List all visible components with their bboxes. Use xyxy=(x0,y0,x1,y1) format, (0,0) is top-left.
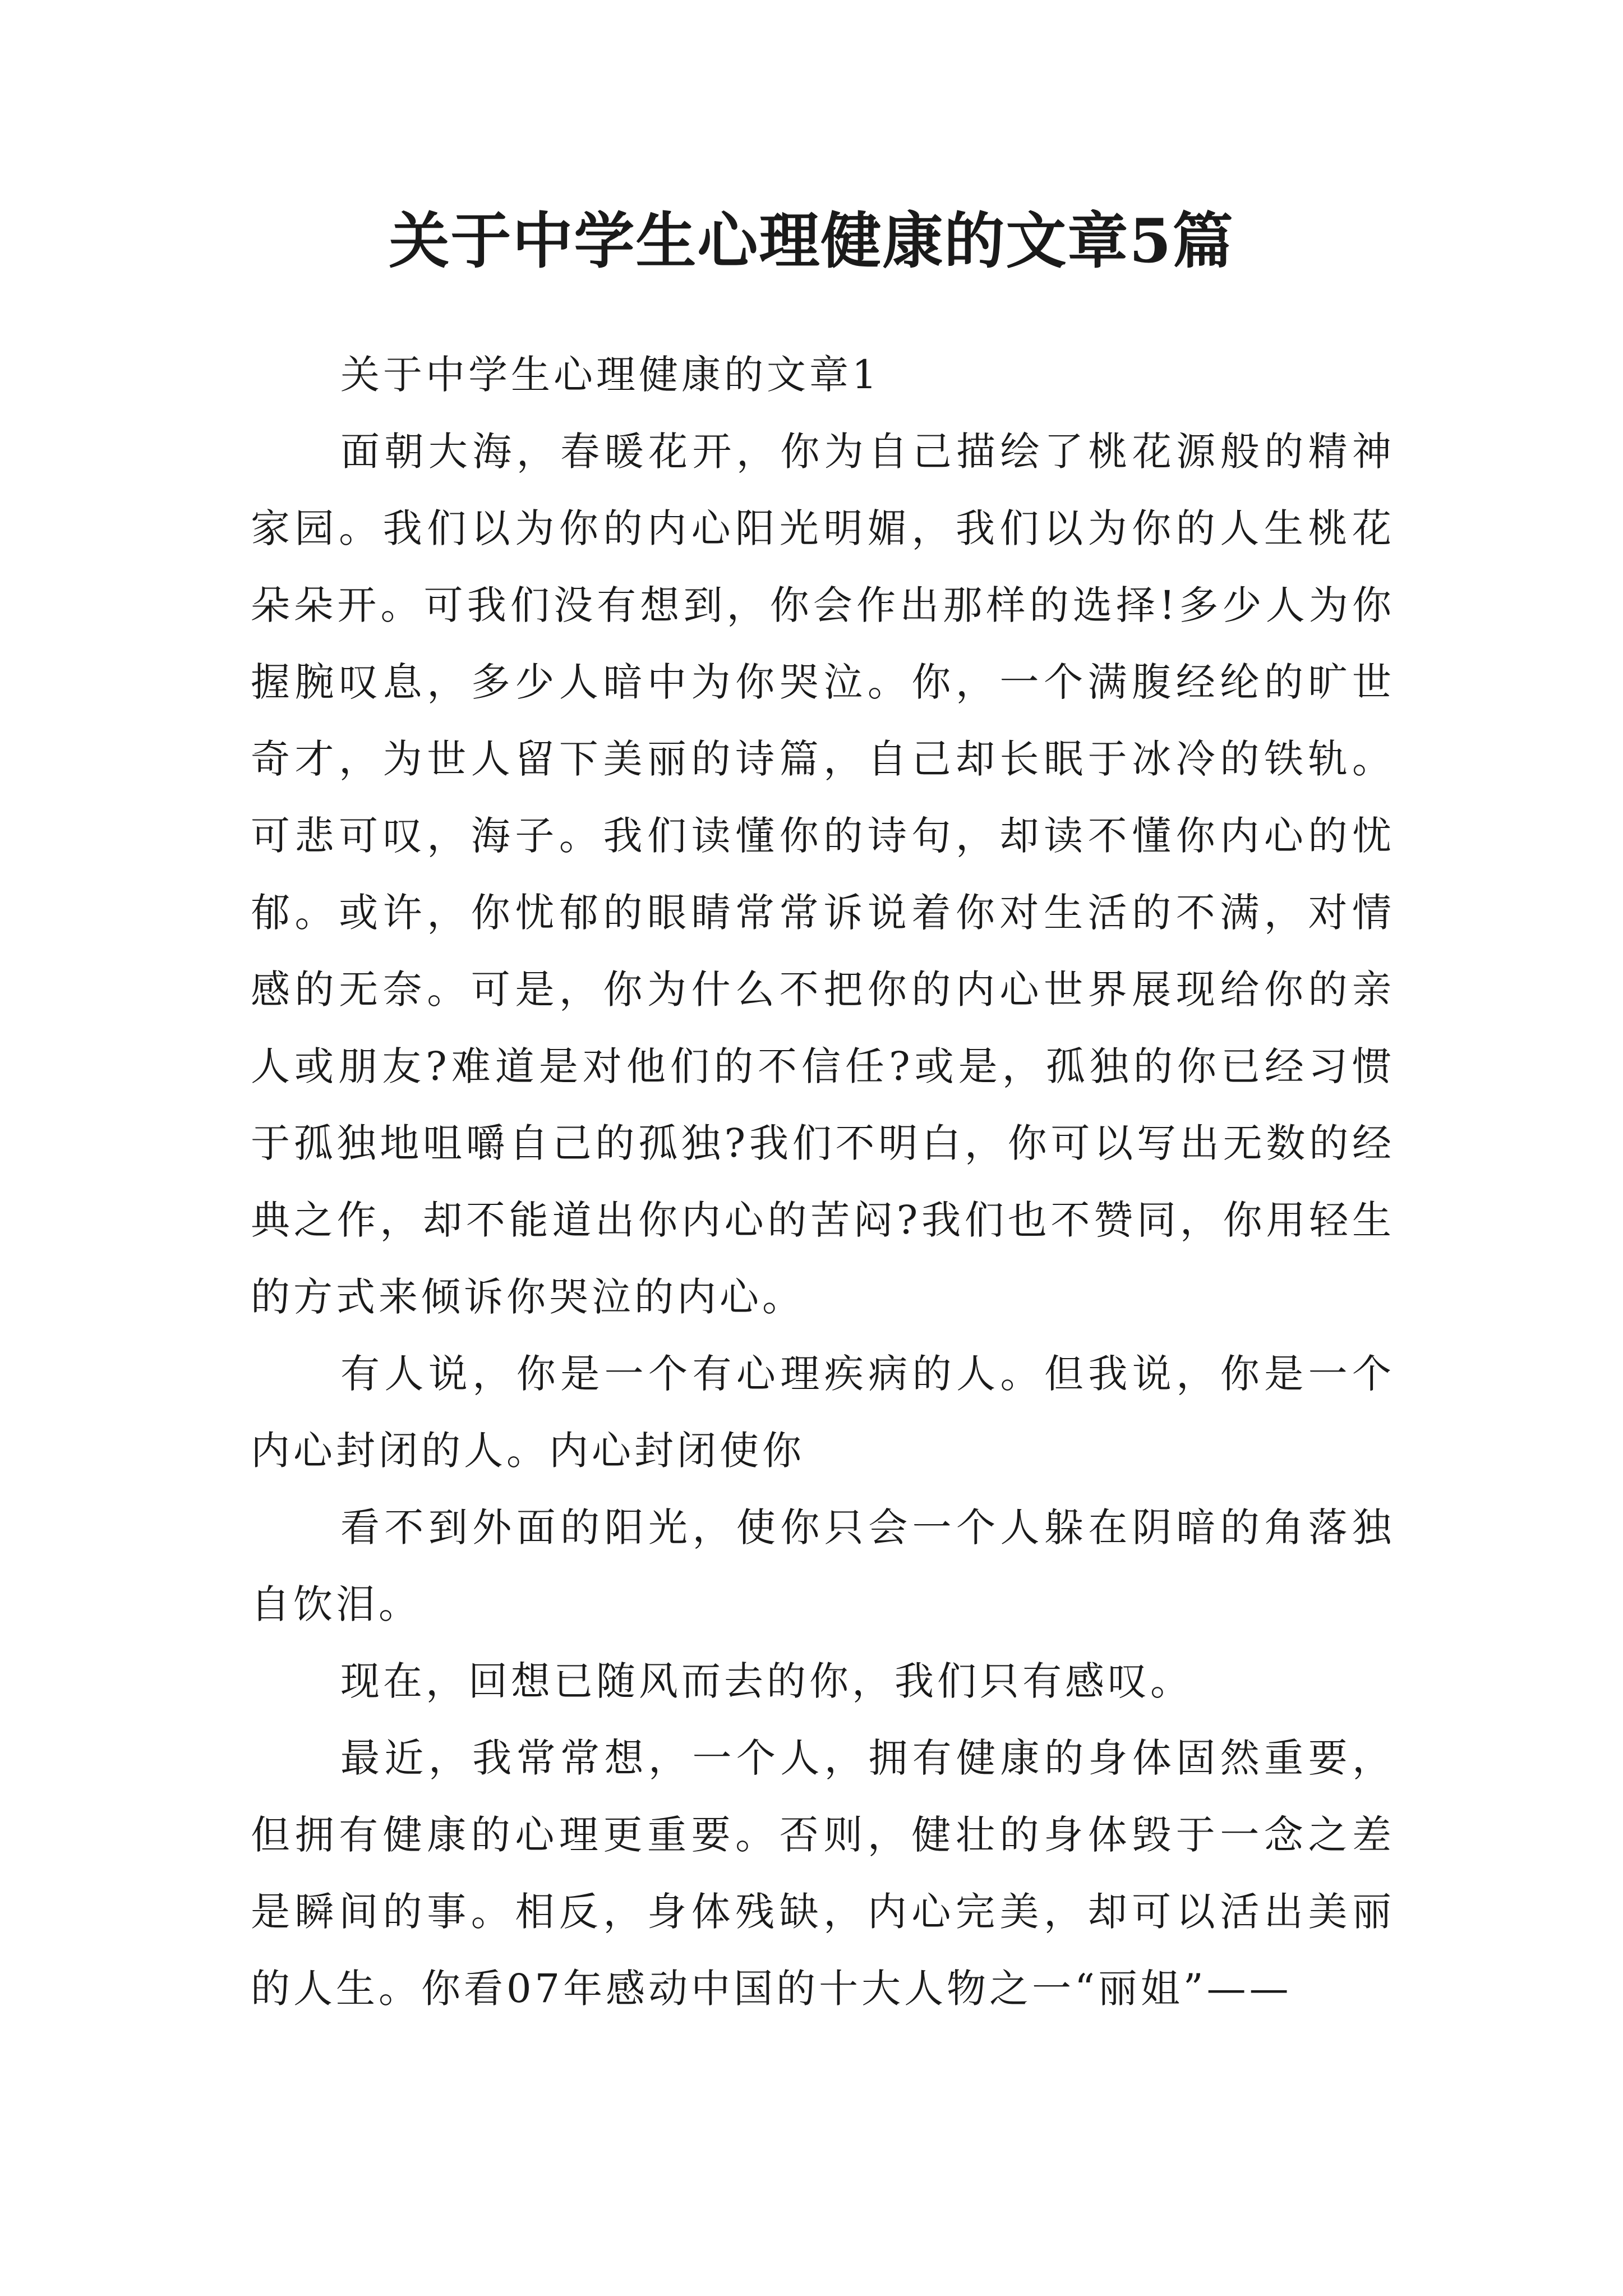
paragraph-3: 看不到外面的阳光，使你只会一个人躲在阴暗的角落独自饮泪。 xyxy=(251,1504,1395,1627)
section-heading: 关于中学生心理健康的文章1 xyxy=(340,352,880,398)
paragraph-4: 现在，回想已随风而去的你，我们只有感叹。 xyxy=(340,1658,1193,1704)
document-title: 关于中学生心理健康的文章5篇 xyxy=(389,206,1234,277)
paragraph-5: 最近，我常常想，一个人，拥有健康的身体固然重要，但拥有健康的心理更重要。否则，健壮的身体毁于一念之差是瞬间的事。相反，身体残缺，内心完美，却可以活出美丽的人生。你看07年感动中国的十大人物之一“丽姐”—— xyxy=(251,1735,1395,2012)
document-body xyxy=(251,337,1395,2027)
paragraph-2: 有人说，你是一个有心理疾病的人。但我说，你是一个内心封闭的人。内心封闭使你 xyxy=(251,1351,1395,1474)
paragraph-1: 面朝大海，春暖花开，你为自己描绘了桃花源般的精神家园。我们以为你的内心阳光明媚，我们以为你的人生桃花朵朵开。可我们没有想到，你会作出那样的选择!多少人为你握腕叹息，多少人暗中为你哭泣。你，一个满腹经纶的旷世奇才，为世人留下美丽的诗篇，自己却长眠于冰冷的铁轨。可悲可叹，海子。我们读懂你的诗句，却读不懂你内心的忧郁。或许，你忧郁的眼睛常常诉说着你对生活的不满，对情感的无奈。可是，你为什么不把你的内心世界展现给你的亲人或朋友?难道是对他们的不信任?或是，孤独的你已经习惯于孤独地咀嚼自己的孤独?我们不明白，你可以写出无数的经典之作，却不能道出你内心的苦闷?我们也不赞同，你用轻生的方式来倾诉你哭泣的内心。 xyxy=(251,429,1395,1320)
